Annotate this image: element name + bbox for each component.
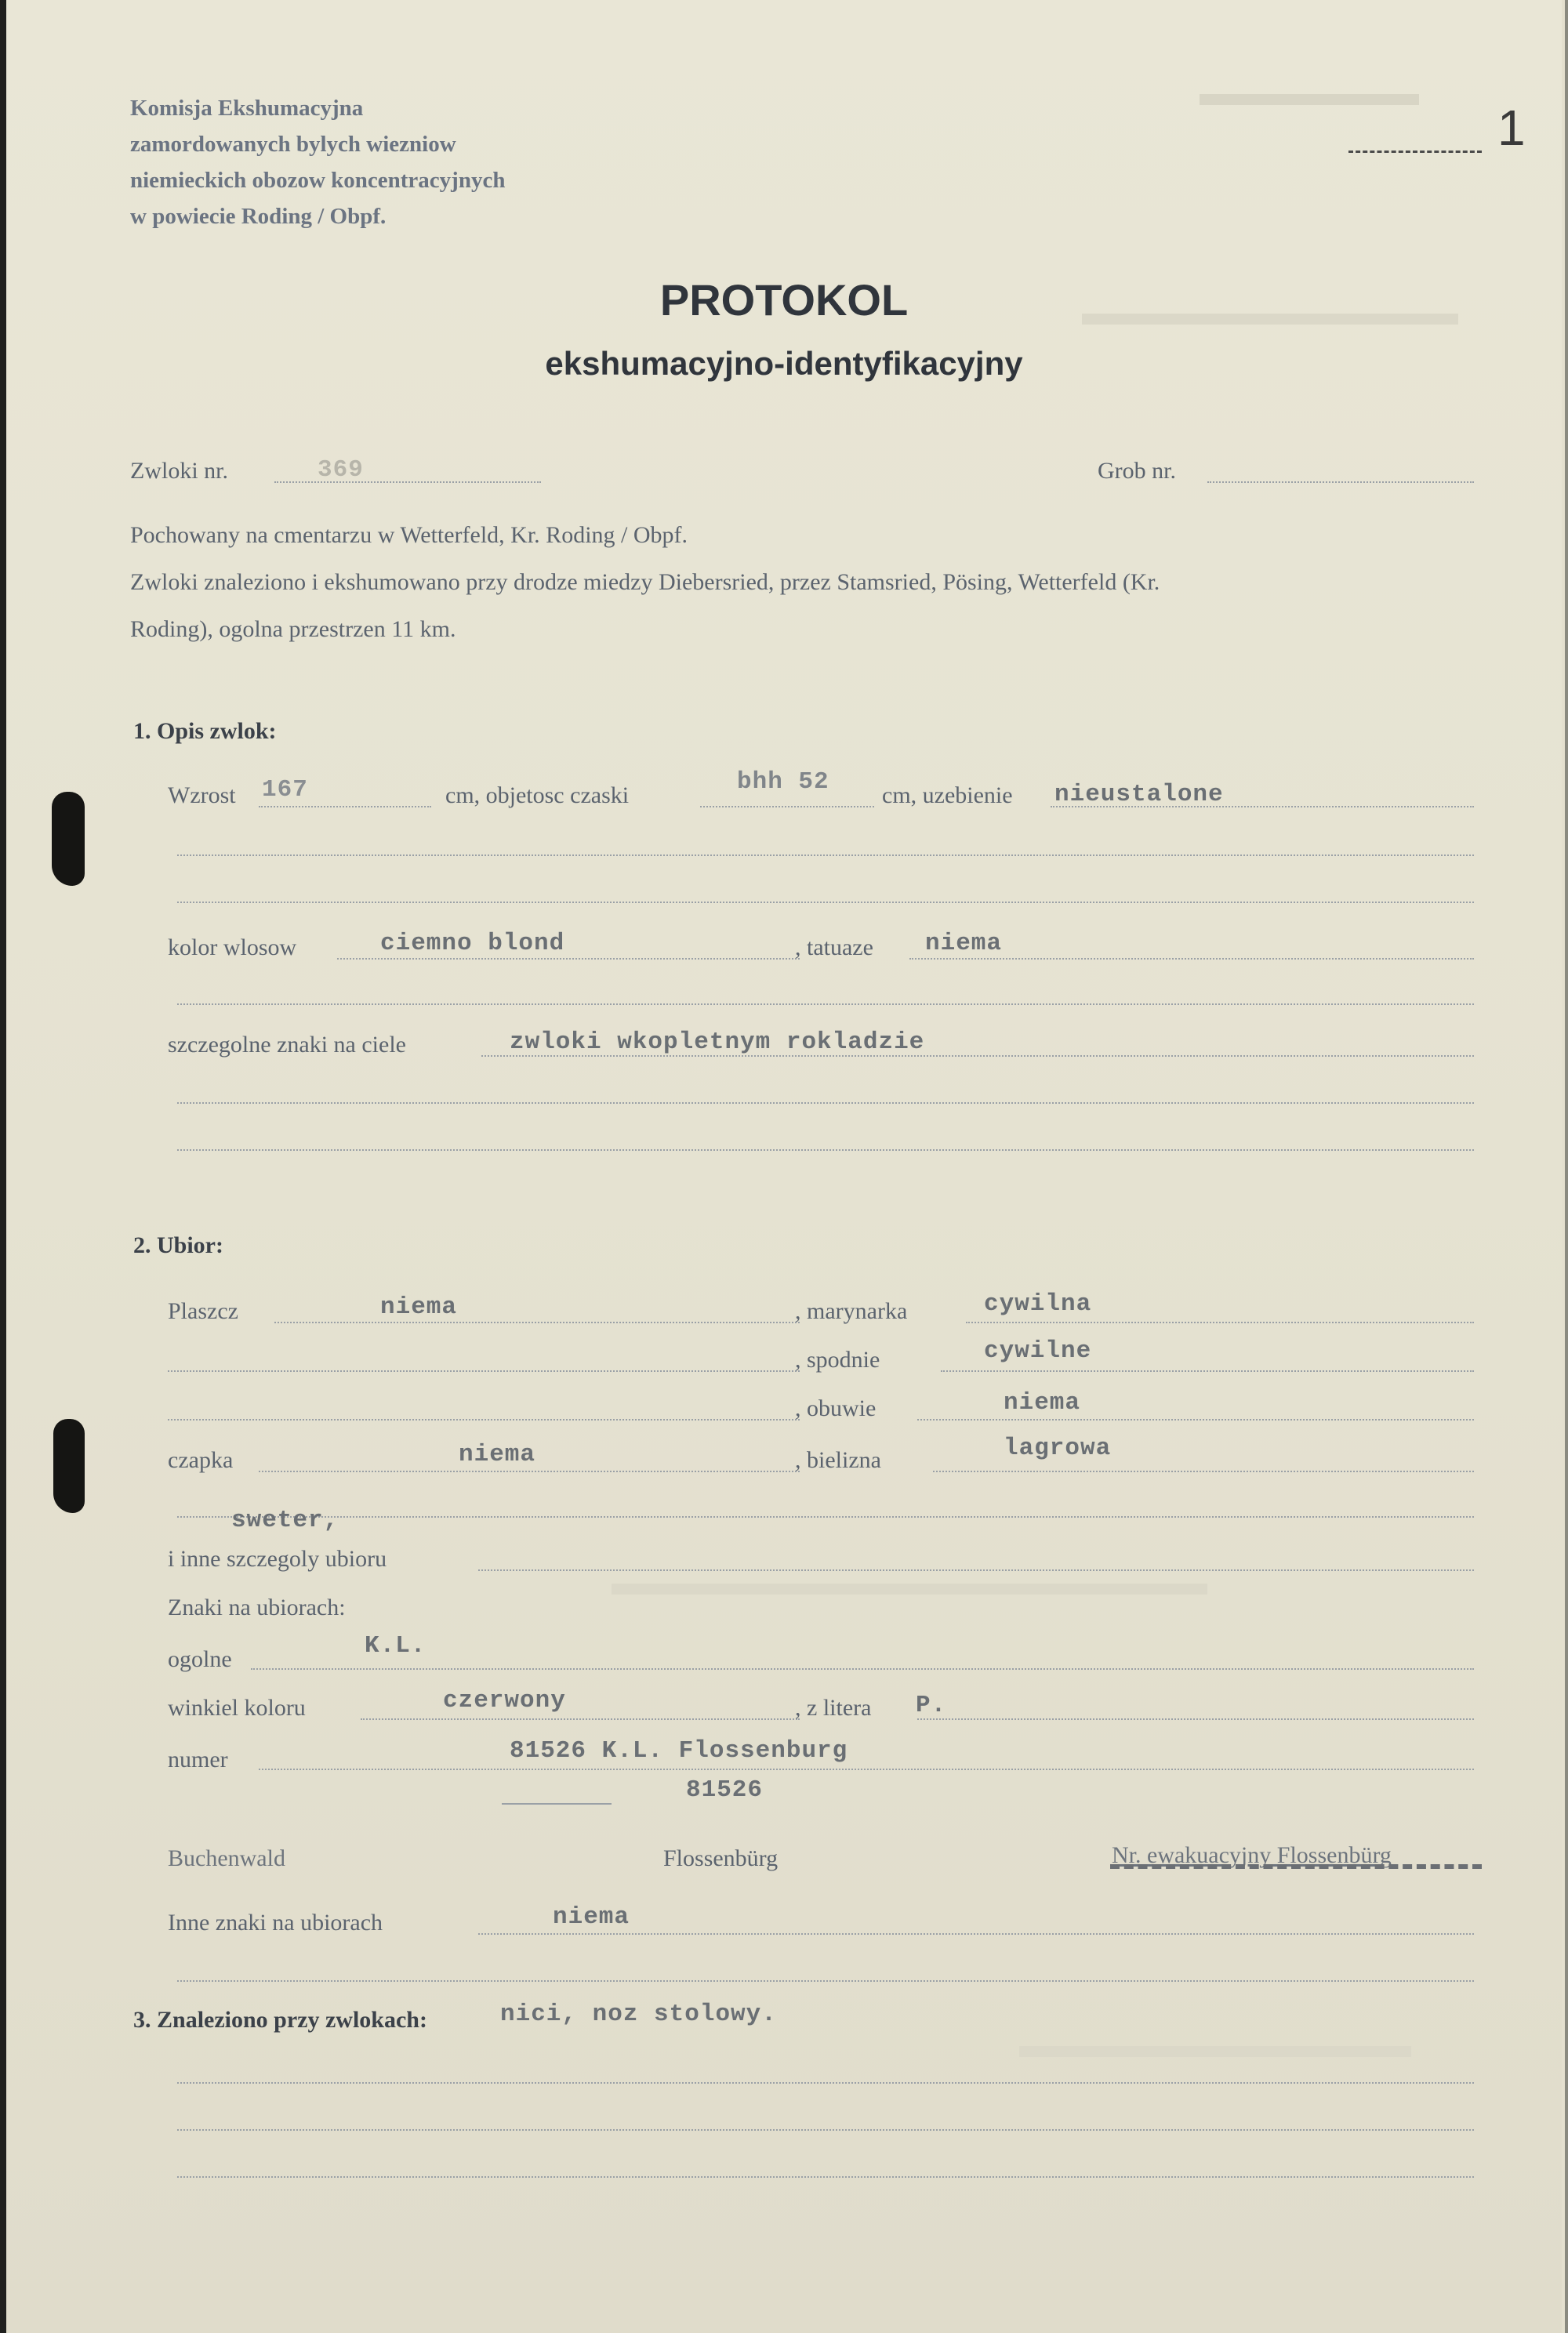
czapka-line [259, 1471, 800, 1472]
numer-line [259, 1769, 1474, 1770]
sweter-value: sweter, [231, 1507, 339, 1534]
wzrost-value: 167 [262, 776, 308, 804]
numer-value: 81526 K.L. Flossenburg [510, 1737, 848, 1765]
litera-label: , z litera [795, 1695, 872, 1721]
grob-line [1207, 481, 1474, 483]
blank-line [177, 1102, 1474, 1104]
pochowany-text: Pochowany na cmentarzu w Wetterfeld, Kr. Roding / Obpf. [130, 522, 688, 548]
litera-line [917, 1718, 1474, 1720]
tatuaze-line [909, 958, 1474, 960]
znaki-na-ubiorach-label: Znaki na ubiorach: [168, 1595, 346, 1620]
corner-dashes [1348, 151, 1482, 153]
spodnie-line [941, 1370, 1474, 1372]
winkiel-line [361, 1718, 800, 1720]
kolor-line [337, 958, 800, 960]
bielizna-value: lagrowa [1004, 1435, 1112, 1462]
winkiel-value: czerwony [443, 1687, 566, 1714]
binder-hole-mark [52, 792, 85, 886]
blank-line [168, 1370, 800, 1372]
flossenburg-label: Flossenbürg [663, 1845, 779, 1871]
znaleziono-text-2: Roding), ogolna przestrzen 11 km. [130, 616, 456, 642]
kolor-value: ciemno blond [380, 930, 565, 957]
czapka-label: czapka [168, 1447, 234, 1473]
header-line-3: niemieckich obozow koncentracyjnych [130, 168, 506, 193]
czaski-line [700, 806, 874, 807]
bleed-through-mark [1200, 94, 1419, 105]
grob-label: Grob nr. [1098, 458, 1176, 484]
section2-heading: 2. Ubior: [133, 1232, 223, 1258]
cm-objetosc-label: cm, objetosc czaski [445, 782, 630, 808]
blank-line [177, 902, 1474, 903]
blank-line [177, 2129, 1474, 2131]
blank-line [177, 1003, 1474, 1005]
spodnie-value: cywilne [984, 1337, 1092, 1365]
zwloki-label: Zwloki nr. [130, 458, 228, 484]
header-line-4: w powiecie Roding / Obpf. [130, 204, 387, 229]
marynarka-value: cywilna [984, 1290, 1092, 1318]
wzrost-label: Wzrost [168, 782, 236, 808]
obuwie-line [917, 1419, 1474, 1420]
czapka-value: niema [459, 1441, 536, 1468]
inne-znaki-label: Inne znaki na ubiorach [168, 1910, 383, 1936]
section3-heading: 3. Znaleziono przy zwlokach: [133, 2007, 427, 2033]
blank-line [168, 1419, 800, 1420]
blank-line [177, 1516, 1474, 1518]
ogolne-value: K.L. [365, 1632, 426, 1660]
inne-szczegoly-line [478, 1569, 1474, 1571]
ogolne-label: ogolne [168, 1646, 232, 1672]
litera-value: P. [916, 1692, 947, 1719]
document-title: PROTOKOL [659, 275, 909, 325]
blank-line [177, 854, 1474, 856]
inne-znaki-value: niema [553, 1903, 630, 1931]
tatuaze-value: niema [925, 930, 1003, 957]
plaszcz-label: Plaszcz [168, 1298, 238, 1324]
plaszcz-value: niema [380, 1293, 458, 1321]
section3-value: nici, noz stolowy. [500, 2001, 777, 2028]
inne-szczegoly-label: i inne szczegoly ubioru [168, 1546, 387, 1572]
blank-line [177, 1980, 1474, 1982]
blank-line [177, 1149, 1474, 1151]
blank-line [177, 2082, 1474, 2084]
spodnie-label: , spodnie [795, 1347, 880, 1373]
tatuaze-label: , tatuaze [795, 934, 873, 960]
header-line-1: Komisja Ekshumacyjna [130, 96, 364, 121]
bielizna-line [933, 1471, 1474, 1472]
inne-znaki-line [478, 1933, 1474, 1935]
binder-hole-mark [53, 1419, 85, 1513]
cm-uzebienie-label: cm, uzebienie [882, 782, 1013, 808]
czaski-value: bhh 52 [737, 768, 829, 796]
marynarka-label: , marynarka [795, 1298, 908, 1324]
zwloki-value: 369 [318, 456, 364, 484]
kolor-label: kolor wlosow [168, 934, 297, 960]
section1-heading: 1. Opis zwlok: [133, 718, 277, 744]
nr-ewakuacyjny-strike [1110, 1864, 1482, 1869]
obuwie-value: niema [1004, 1389, 1081, 1417]
znaki-na-ciele-value: zwloki wkopletnym rokladzie [510, 1029, 925, 1056]
numer-value-2: 81526 [686, 1776, 764, 1804]
zwloki-line [274, 481, 541, 483]
blank-line [177, 2176, 1474, 2178]
marynarka-line [966, 1322, 1474, 1323]
bielizna-label: , bielizna [795, 1447, 881, 1473]
numer-label: numer [168, 1747, 228, 1772]
wzrost-line [259, 806, 431, 807]
page-number: 1 [1497, 100, 1526, 156]
plaszcz-line [274, 1322, 800, 1323]
uzebienie-value: nieustalone [1054, 781, 1224, 808]
document-subtitle: ekshumacyjno-identyfikacyjny [545, 345, 1023, 382]
bleed-through-mark [1019, 2046, 1411, 2057]
znaleziono-text-1: Zwloki znaleziono i ekshumowano przy drodze miedzy Diebersried, przez Stamsried, Pösing, Wetterfeld (Kr. [130, 569, 1160, 595]
znaki-na-ciele-label: szczegolne znaki na ciele [168, 1032, 406, 1058]
header-line-2: zamordowanych bylych wiezniow [130, 132, 456, 157]
buchenwald-label: Buchenwald [168, 1845, 285, 1871]
numer-underline [502, 1803, 612, 1805]
winkiel-label: winkiel koloru [168, 1695, 306, 1721]
nr-ewakuacyjny-label: Nr. ewakuacyjny Flossenbürg [1112, 1842, 1392, 1868]
ogolne-line [251, 1668, 1474, 1670]
bleed-through-mark [612, 1584, 1207, 1595]
obuwie-label: , obuwie [795, 1395, 877, 1421]
